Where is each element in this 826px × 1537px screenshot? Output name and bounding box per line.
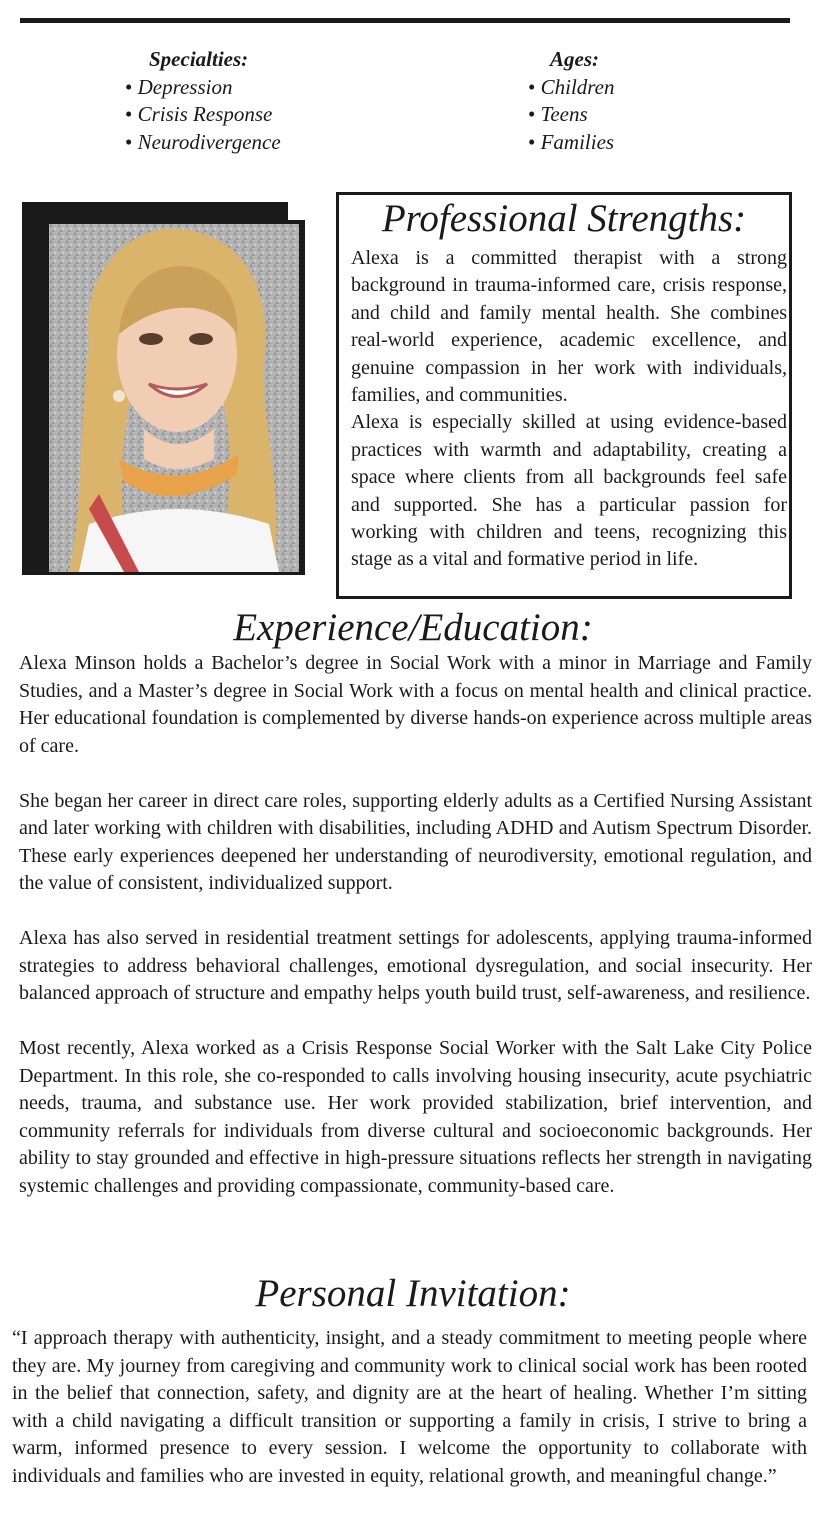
experience-paragraph: She began her career in direct care roles, supporting elderly adults as a Certified Nursing Assistant and later working with children with disabilities, including ADHD and Autism Spectrum Disorder. These early experiences deepened her understanding of neurodiversity, emotional regulation, and the value of consistent, individualized support.	[19, 789, 812, 894]
specialty-item: • Depression	[125, 74, 385, 102]
age-item: • Families	[528, 129, 728, 157]
specialties-heading: Specialties:	[149, 47, 249, 71]
strengths-paragraph: Alexa is especially skilled at using evidence-based practices with warmth and adaptability, creating a space where clients from all backgrounds feel safe and supported. She has a particular passion for working with children and teens, recognizing this stage as a vital and formative period in life.	[351, 411, 787, 571]
experience-paragraph: Alexa Minson holds a Bachelor’s degree in Social Work with a minor in Marriage and Family Studies, and a Master’s degree in Social Work with a focus on mental health and clinical practice. Her educational foundation is complemented by diverse hands-on experience across multiple areas of care.	[19, 652, 812, 757]
specialty-item: • Neurodivergence	[125, 129, 385, 157]
strengths-title: Professional Strengths:	[381, 197, 747, 240]
top-divider	[20, 18, 790, 23]
specialties-list	[125, 46, 385, 156]
strengths-paragraph: Alexa is a committed therapist with a strong background in trauma-informed care, crisis response, and child and family mental health. She combines real-world experience, academic excellence, and genuine compassion in her work with individuals, families, and communities.	[351, 247, 787, 407]
age-item: • Children	[528, 74, 728, 102]
invitation-body	[12, 1325, 807, 1490]
strengths-body	[351, 245, 787, 574]
ages-list	[528, 46, 728, 156]
ages-heading: Ages:	[550, 47, 599, 71]
personal-invitation-title: Personal Invitation:	[255, 1272, 571, 1315]
experience-paragraph: Most recently, Alexa worked as a Crisis Response Social Worker with the Salt Lake City Police Department. In this role, she co-responded to calls involving housing insecurity, acute psychiatric needs, trauma, and substance use. Her work provided stabilization, brief intervention, and community referrals for individuals from diverse cultural and socioeconomic backgrounds. Her ability to stay grounded and effective in high-pressure situations reflects her strength in navigating systemic challenges and providing compassionate, community-based care.	[19, 1037, 812, 1197]
invitation-quote: “I approach therapy with authenticity, insight, and a steady commitment to meeting people where they are. My journey from caregiving and community work to clinical social work has been rooted in the belief that connection, safety, and dignity are at the heart of healing. Whether I’m sitting with a child navigating a difficult transition or supporting a family in crisis, I strive to bring a warm, informed presence to every session. I welcome the opportunity to collaborate with individuals and families who are invested in equity, relational growth, and meaningful change.”	[12, 1327, 807, 1487]
therapist-portrait	[49, 224, 299, 572]
experience-paragraph: Alexa has also served in residential treatment settings for adolescents, applying trauma-informed strategies to address behavioral challenges, emotional dysregulation, and social insecurity. Her balanced approach of structure and empathy helps youth build trust, self-awareness, and resilience.	[19, 927, 812, 1004]
age-item: • Teens	[528, 101, 728, 129]
experience-body	[19, 650, 812, 1200]
experience-education-title: Experience/Education:	[233, 606, 593, 649]
professional-strengths-box	[336, 192, 792, 599]
specialty-item: • Crisis Response	[125, 101, 385, 129]
